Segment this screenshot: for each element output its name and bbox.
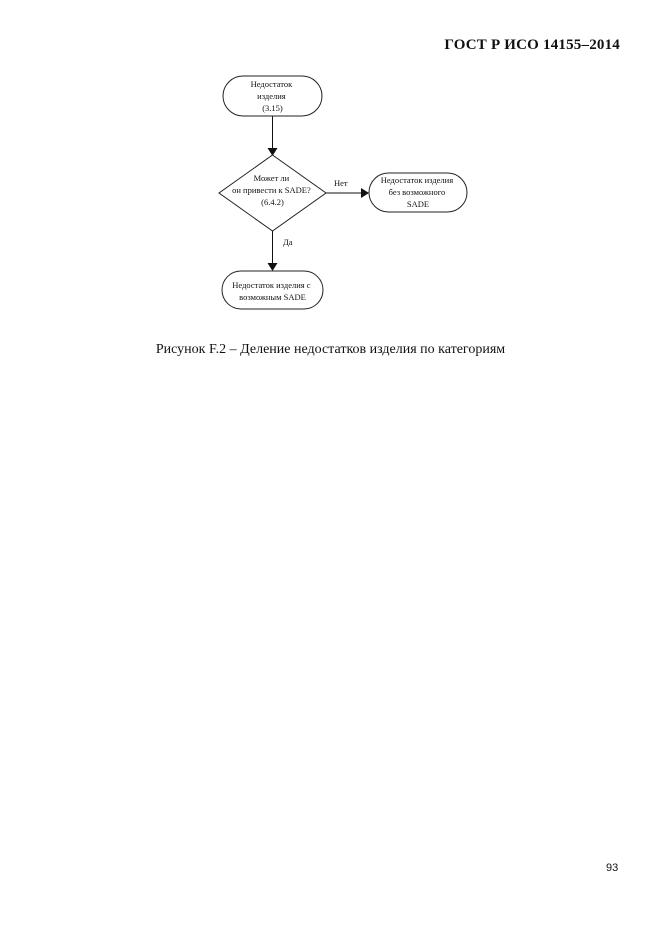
edge-no-label: Нет	[334, 178, 348, 188]
edge-yes-label: Да	[283, 237, 293, 247]
result-no-text: Недостаток изделия без возможного SADE	[380, 175, 454, 209]
start-terminator-text: Недостаток изделия (3.15)	[250, 79, 293, 113]
decision-text: Может ли он привести к SADE? (6.4.2)	[232, 173, 311, 207]
figure-caption: Рисунок F.2 – Деление недостатков изделия по категориям	[155, 342, 506, 357]
flowchart	[0, 0, 661, 330]
page-number: 93	[606, 862, 619, 874]
result-yes-terminator	[222, 271, 323, 309]
document-header: ГОСТ Р ИСО 14155–2014	[444, 37, 620, 53]
result-yes-text: Недостаток изделия с возможным SADE	[232, 280, 311, 302]
